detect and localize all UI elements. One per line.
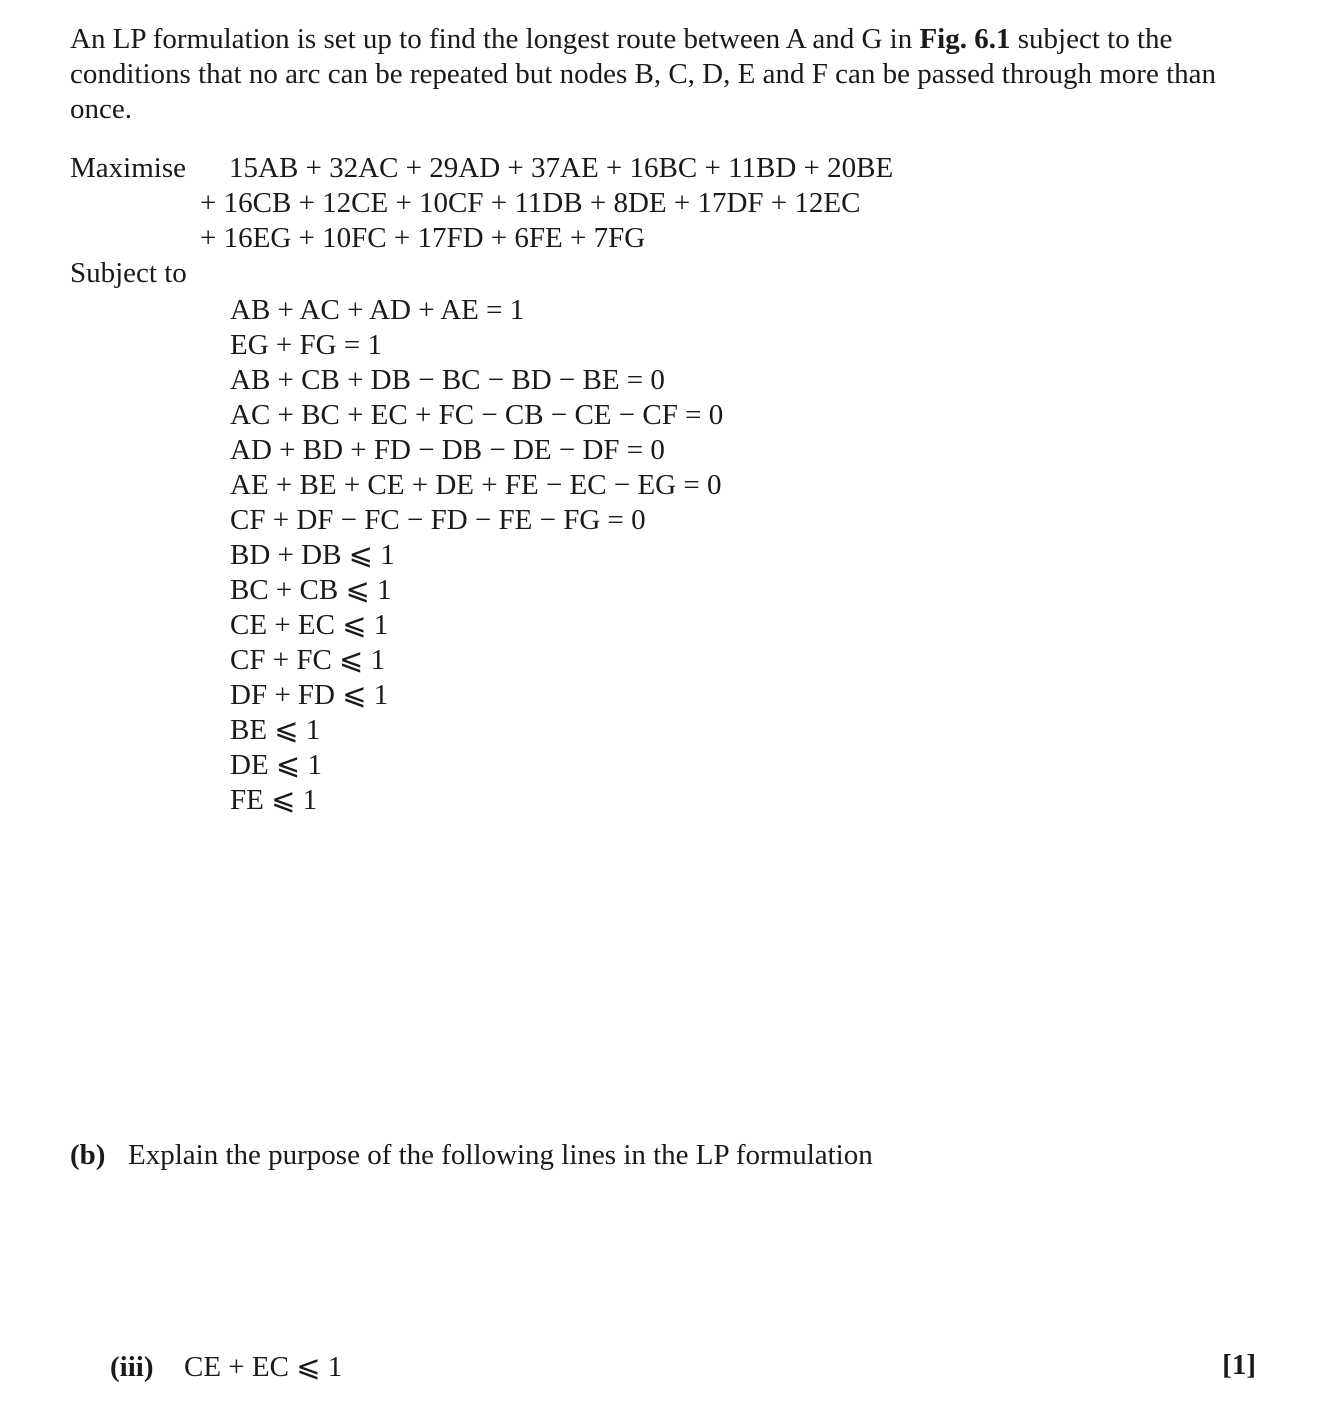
- constraint: AB + AC + AD + AE = 1: [230, 294, 525, 326]
- objective-line-1: 15AB + 32AC + 29AD + 37AE + 16BC + 11BD + 20BE: [229, 152, 894, 184]
- constraint: BE ⩽ 1: [230, 714, 321, 746]
- sub-question-expression: CE + EC ⩽ 1: [184, 1351, 343, 1383]
- constraint-list: [230, 293, 723, 818]
- sub-question-iii: [110, 1349, 342, 1384]
- intro-text-after: subject to the conditions that no arc can be repeated but nodes B, C, D, E and F can be passed through more than once.: [70, 23, 1216, 125]
- constraint: CF + DF − FC − FD − FE − FG = 0: [230, 504, 646, 536]
- constraint: BD + DB ⩽ 1: [230, 539, 395, 571]
- constraint: AB + CB + DB − BC − BD − BE = 0: [230, 364, 665, 396]
- constraint: AD + BD + FD − DB − DE − DF = 0: [230, 434, 665, 466]
- subject-to-label: Subject to: [70, 257, 187, 289]
- constraint: CF + FC ⩽ 1: [230, 644, 386, 676]
- constraint: EG + FG = 1: [230, 329, 382, 361]
- sub-question-number: (iii): [110, 1351, 154, 1383]
- constraint: BC + CB ⩽ 1: [230, 574, 392, 606]
- constraint: AC + BC + EC + FC − CB − CE − CF = 0: [230, 399, 724, 431]
- objective-line-3: + 16EG + 10FC + 17FD + 6FE + 7FG: [200, 222, 646, 254]
- constraint: AE + BE + CE + DE + FE − EC − EG = 0: [230, 469, 722, 501]
- part-b-text: Explain the purpose of the following lines in the LP formulation: [128, 1139, 873, 1171]
- constraint: DE ⩽ 1: [230, 749, 322, 781]
- figure-reference: Fig. 6.1: [919, 23, 1011, 55]
- marks-allocation: [1]: [1222, 1349, 1256, 1381]
- constraint: DF + FD ⩽ 1: [230, 679, 389, 711]
- part-b-letter: (b): [70, 1139, 106, 1171]
- intro-paragraph: [70, 22, 1250, 127]
- constraint: FE ⩽ 1: [230, 784, 318, 816]
- part-b-question: [70, 1139, 873, 1172]
- constraint: CE + EC ⩽ 1: [230, 609, 389, 641]
- intro-text-before: An LP formulation is set up to find the longest route between A and G in: [70, 23, 920, 55]
- objective-line-2: + 16CB + 12CE + 10CF + 11DB + 8DE + 17DF + 12EC: [200, 187, 861, 219]
- maximise-label: Maximise: [70, 152, 186, 184]
